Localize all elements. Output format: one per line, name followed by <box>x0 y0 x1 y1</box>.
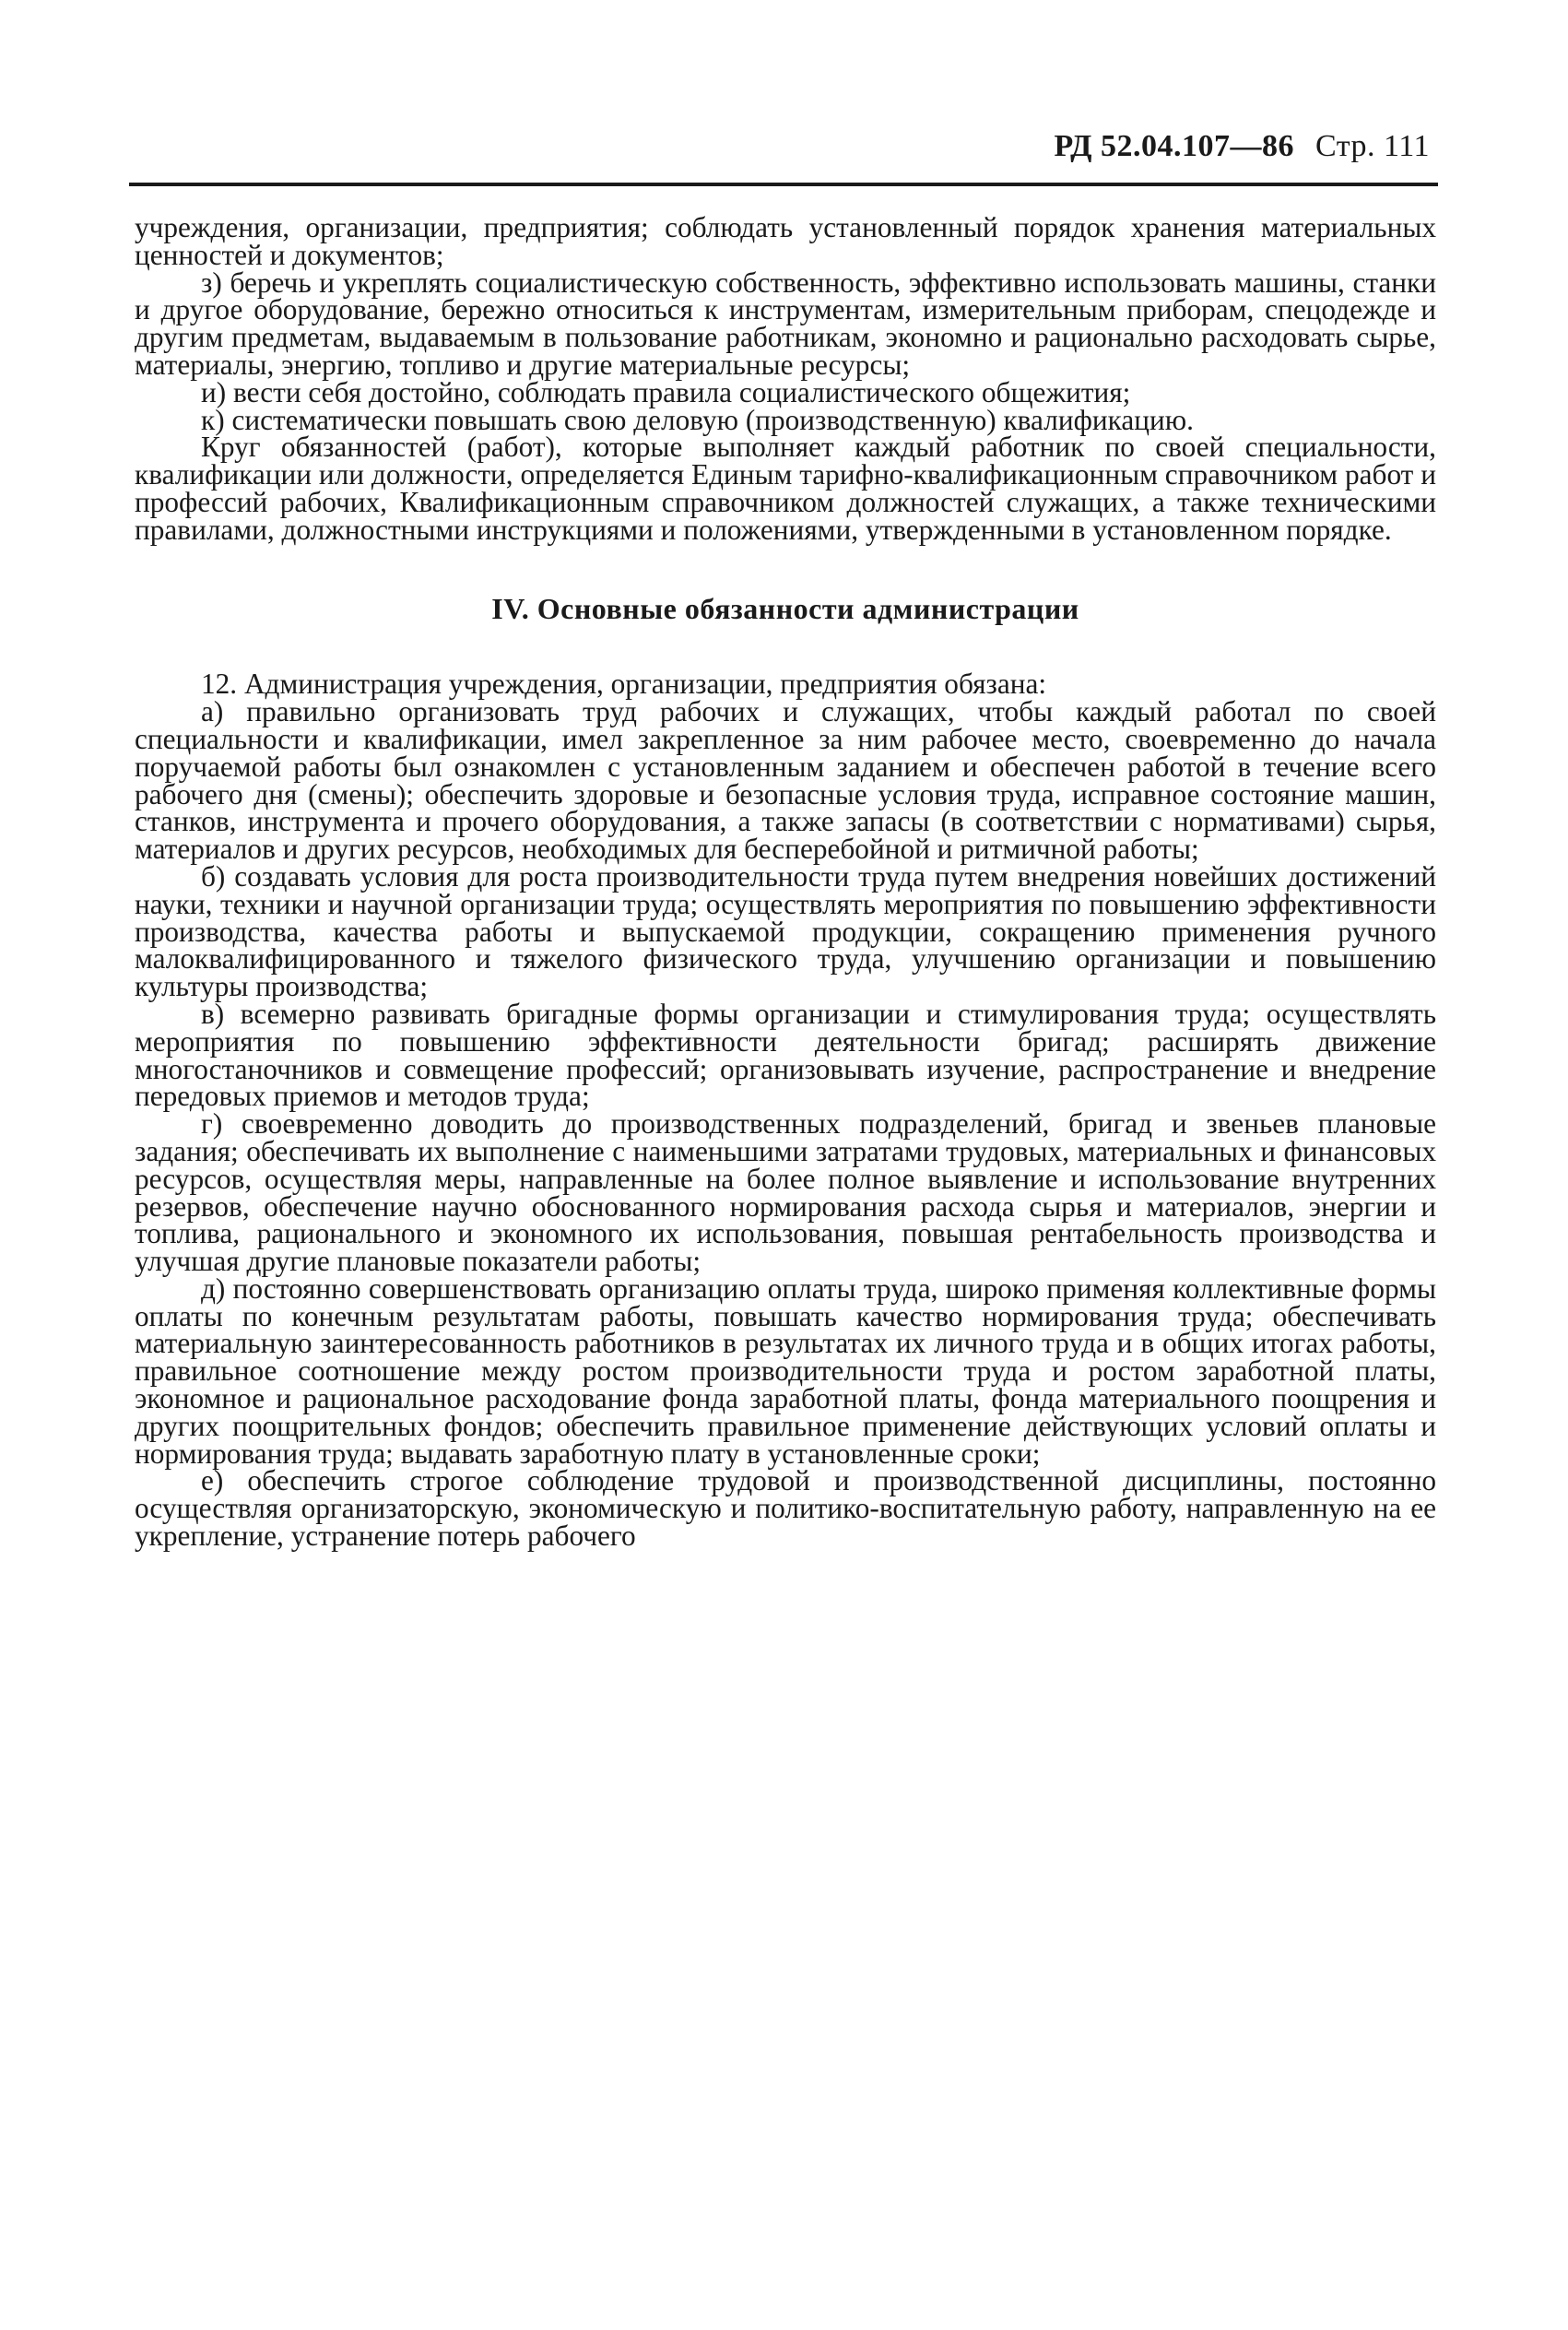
paragraph-duties-scope: Круг обязанностей (работ), которые выполняет каждый работник по своей специальности, квалификации или должности, определяется Единым тарифно-квалификационным справочником работ и профессий рабочих, Квалификационным справочником должностей служащих, а также техническими правилами, должностными инструкциями и положениями, утвержденными в установленном порядке. <box>135 431 1436 546</box>
paragraph-item-z: з) беречь и укреплять социалистическую собственность, эффективно использовать машины, станки и другое оборудование, бережно относиться к инструментам, измерительным приборам, спецодежде и другим предметам, выдаваемым в пользование работникам, экономно и рационально расходовать сырье, материалы, энергию, топливо и другие материальные ресурсы; <box>135 266 1436 381</box>
paragraph-item-k: к) систематически повышать свою деловую (производственную) квалификацию. <box>201 403 1194 436</box>
header-rule <box>129 183 1438 186</box>
paragraph-item-d: д) постоянно совершенствовать организацию оплаты труда, широко применяя коллективные формы оплаты по конечным результатам работы, повышать качество нормирования труда; обеспечивать материальную заинтересованность работников в результатах их личного труда и в общих итогах работы, правильное соотношение между ростом производительности труда и ростом заработной платы, экономное и рациональное расходование фонда заработной платы, фонда материального поощрения и других поощрительных фондов; обеспечить правильное применение действующих условий оплаты и нормирования труда; выдавать заработную плату в установленные сроки; <box>135 1271 1436 1470</box>
paragraph-item-a: а) правильно организовать труд рабочих и служащих, чтобы каждый работал по своей специальности и квалификации, имел закрепленное за ним рабочее место, своевременно до начала поручаемой работы был ознакомлен с установленным заданием и обеспечен работой в течение всего рабочего дня (смены); обеспечить здоровые и безопасные условия труда, исправное состояние машин, станков, инструмента и прочего оборудования, а также запасы (в соответствии с нормативами) сырья, материалов и других ресурсов, необходимых для бесперебойной и ритмичной работы; <box>135 695 1436 866</box>
paragraph-item-v: в) всемерно развивать бригадные формы организации и стимулирования труда; осуществлять мероприятия по повышению эффективности деятельности бригад; расширять движение многостаночников и совмещение профессий; организовывать изучение, распространение и внедрение передовых приемов и методов труда; <box>135 997 1436 1113</box>
page-number: Стр. 111 <box>1315 129 1430 163</box>
section-heading: IV. Основные обязанности администрации <box>491 591 1079 625</box>
paragraph-item-i: и) вести себя достойно, соблюдать правила социалистического общежития; <box>201 375 1131 408</box>
paragraph-item-b: б) создавать условия для роста производительности труда путем внедрения новейших достижений науки, техники и научной организации труда; осуществлять мероприятия по повышению эффективности производства, качества работы и выпускаемой продукции, сокращению применения ручного малоквалифицированного и тяжелого физического труда, улучшению организации и повышению культуры производства; <box>135 859 1436 1003</box>
paragraph-continuation: учреждения, организации, предприятия; соблюдать установленный порядок хранения материальных ценностей и документов; <box>135 211 1436 271</box>
document-code: РД 52.04.107—86 <box>1054 129 1295 163</box>
paragraph-item-g: г) своевременно доводить до производственных подразделений, бригад и звеньев плановые задания; обеспечивать их выполнение с наименьшими затратами трудовых, материальных и финансовых ресурсов, осуществляя меры, направленные на более полное выявление и использование внутренних резервов, обеспечение научно обоснованного нормирования расхода сырья и материалов, энергии и топлива, рационального и экономного их использования, повышая рентабельность производства и улучшая другие плановые показатели работы; <box>135 1107 1436 1278</box>
document-body <box>135 211 1436 1553</box>
paragraph-item-e: е) обеспечить строгое соблюдение трудовой и производственной дисциплины, постоянно осуществляя организаторскую, экономическую и политико-воспитательную работу, направленную на ее укрепление, устранение потерь рабочего <box>135 1464 1436 1553</box>
paragraph-12: 12. Администрация учреждения, организации, предприятия обязана: <box>201 668 1047 701</box>
running-header <box>1054 129 1430 164</box>
